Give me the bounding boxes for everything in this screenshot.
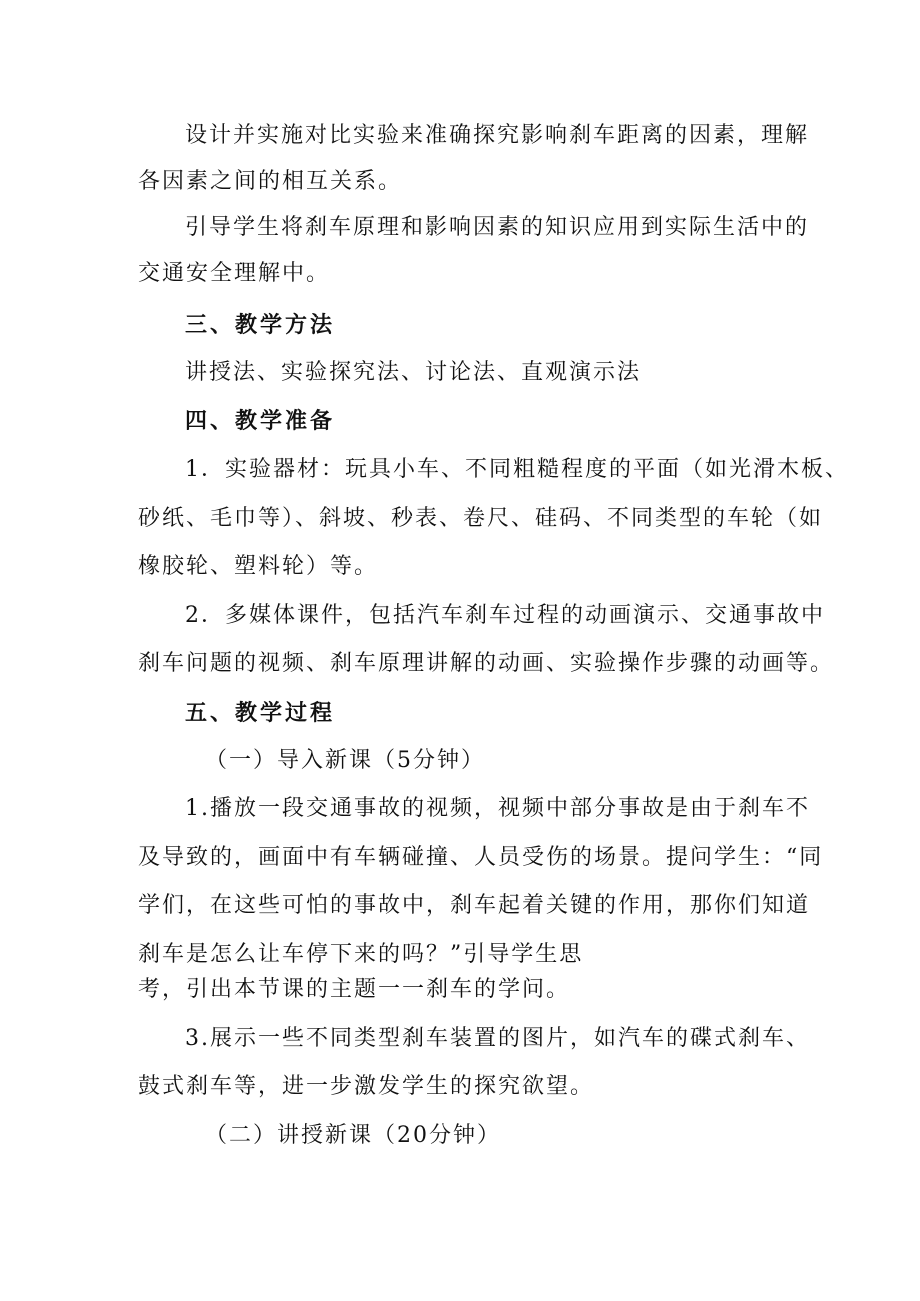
text-line: 学们，在这些可怕的事故中，刹车起着关键的作用，那你们知道: [138, 893, 811, 918]
text-line: 讲授法、实验探究法、讨论法、直观演示法: [185, 360, 642, 385]
text-line: 3.展示一些不同类型刹车装置的图片，如汽车的碟式刹车、: [185, 1026, 810, 1051]
text-line: 鼓式刹车等，进一步激发学生的探究欲望。: [138, 1074, 595, 1099]
section-heading-process: 五、教学过程: [185, 700, 336, 726]
text-line: 2．多媒体课件，包括汽车刹车过程的动画演示、交通事故中: [185, 603, 825, 628]
text-line: 刹车问题的视频、刹车原理讲解的动画、实验操作步骤的动画等。: [138, 651, 835, 676]
subsection-heading-intro: （一）导入新课（5分钟）: [205, 748, 485, 773]
section-heading-methods: 三、教学方法: [185, 312, 336, 338]
text-line: 砂纸、毛巾等）、斜坡、秒表、卷尺、硅码、不同类型的车轮（如: [138, 506, 824, 531]
text-line: 交通安全理解中。: [138, 261, 331, 286]
text-line: 橡胶轮、塑料轮）等。: [138, 554, 379, 579]
text-line: 引导学生将刹车原理和影响因素的知识应用到实际生活中的: [185, 215, 810, 240]
text-line: 1．实验器材：玩具小车、不同粗糙程度的平面（如光滑木板、: [185, 457, 849, 482]
text-line: 及导致的，画面中有车辆碰撞、人员受伤的场景。提问学生：“同: [138, 845, 824, 870]
section-heading-preparation: 四、教学准备: [185, 408, 336, 434]
text-line: 刹车是怎么让车停下来的吗？”引导学生思: [138, 942, 584, 967]
text-line: 各因素之间的相互关系。: [138, 169, 403, 194]
text-line: 考，引出本节课的主题一一刹车的学问。: [138, 977, 571, 1002]
subsection-heading-new-lesson: （二）讲授新课（20分钟）: [205, 1123, 501, 1148]
text-line: 设计并实施对比实验来准确探究影响刹车距离的因素，理解: [185, 123, 810, 148]
text-line: 1.播放一段交通事故的视频，视频中部分事故是由于刹车不: [185, 796, 810, 821]
